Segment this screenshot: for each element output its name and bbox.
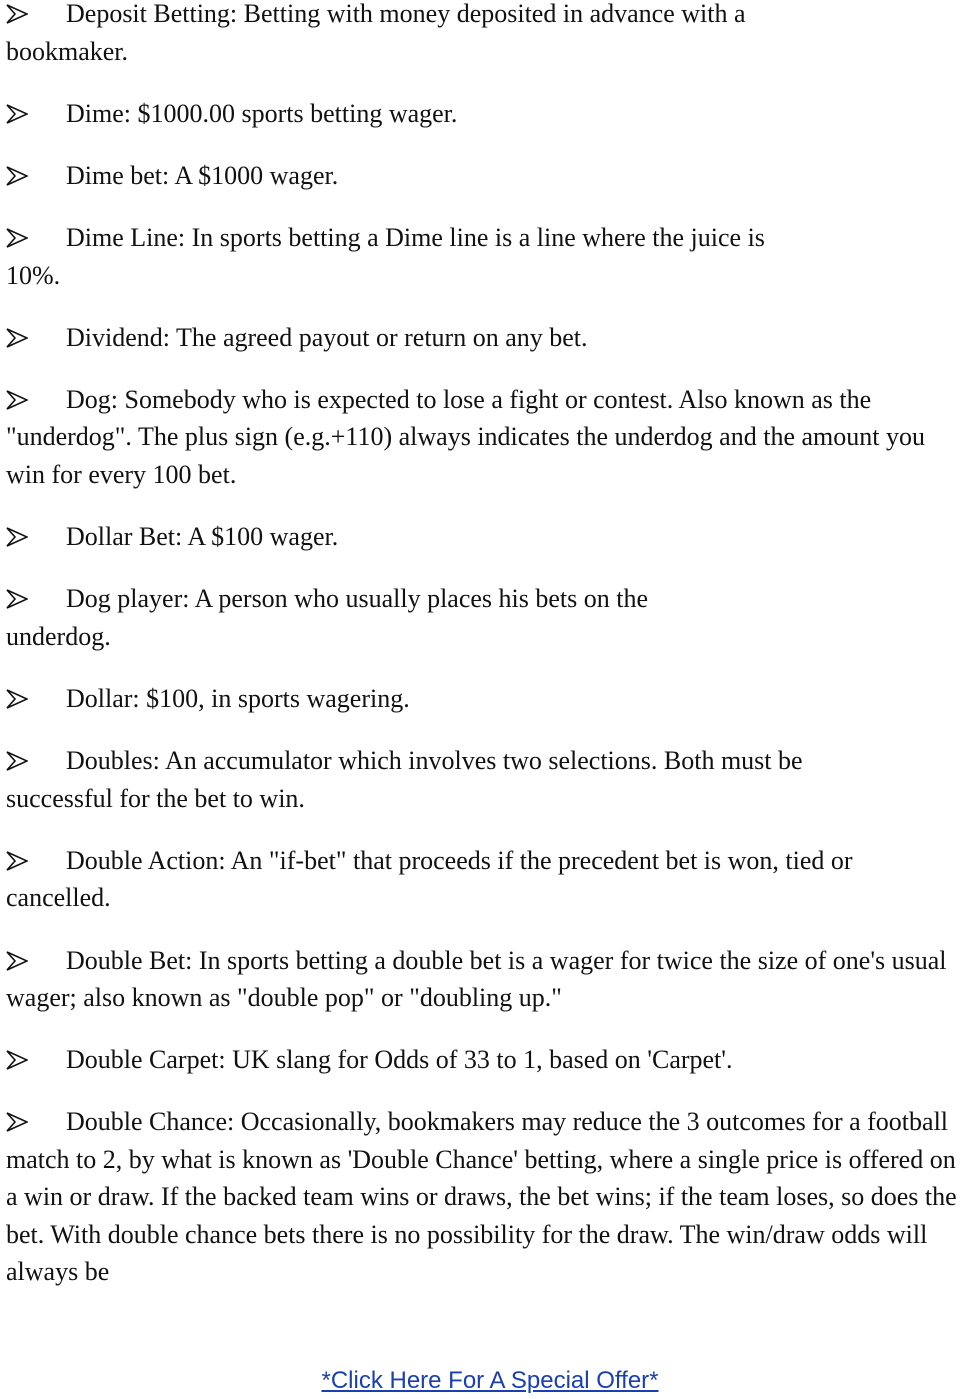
glossary-entry: [6, 580, 736, 655]
special-offer-link[interactable]: *Click Here For A Special Offer*: [321, 1367, 659, 1394]
glossary-entry: [6, 942, 958, 1017]
glossary-entry-text: Double Bet: In sports betting a double bet is a wager for twice the size of one's usual wager; also known as "double pop" or "doubling up.": [6, 945, 947, 1013]
glossary-entry: [6, 1041, 958, 1079]
glossary-entry-text: Double Action: An "if-bet" that proceeds if the precedent bet is won, tied or cancelled.: [6, 845, 853, 913]
glossary-entry-text: Dime bet: A $1000 wager.: [66, 160, 339, 190]
arrowhead-bullet-icon: [6, 1103, 66, 1132]
arrowhead-bullet-icon: [6, 319, 66, 348]
glossary-entry-text: Doubles: An accumulator which involves two selections. Both must be successful for the bet to win.: [6, 746, 803, 813]
glossary-entry: [6, 0, 826, 70]
arrowhead-bullet-icon: [6, 742, 66, 771]
glossary-entry: [6, 319, 958, 357]
glossary-entry: [6, 381, 958, 494]
arrowhead-bullet-icon: [6, 942, 66, 971]
glossary-entry: [6, 157, 958, 195]
glossary-entry-text: Double Chance: Occasionally, bookmakers may reduce the 3 outcomes for a football match to 2, by what is known as 'Double Chance' betting, where a single price is offered on a win or draw. If the backed team wins or draws, the bet wins; if the team loses, so does the bet. With double chance bets there is no possibility for the draw. The win/draw odds will always be: [6, 1107, 957, 1287]
arrowhead-bullet-icon: [6, 518, 66, 547]
arrowhead-bullet-icon: [6, 842, 66, 871]
glossary-entry: [6, 680, 958, 718]
glossary-entry: [6, 95, 958, 133]
glossary-list: [6, 0, 958, 1316]
glossary-entry: [6, 219, 776, 294]
glossary-entry-text: Deposit Betting: Betting with money deposited in advance with a bookmaker.: [6, 0, 746, 66]
glossary-entry-text: Dog player: A person who usually places his bets on the underdog.: [6, 584, 649, 651]
glossary-entry: [6, 842, 958, 917]
glossary-entry-text: Dime: $1000.00 sports betting wager.: [66, 98, 458, 128]
glossary-entry: [6, 1103, 958, 1291]
arrowhead-bullet-icon: [6, 219, 66, 248]
glossary-entry-text: Dollar: $100, in sports wagering.: [66, 684, 410, 713]
glossary-entry-text: Dividend: The agreed payout or return on any bet.: [66, 322, 588, 352]
glossary-entry-text: Dollar Bet: A $100 wager.: [66, 522, 339, 552]
arrowhead-bullet-icon: [6, 1041, 66, 1070]
arrowhead-bullet-icon: [6, 381, 66, 410]
arrowhead-bullet-icon: [6, 95, 66, 124]
arrowhead-bullet-icon: [6, 580, 66, 609]
glossary-entry: [6, 742, 906, 817]
arrowhead-bullet-icon: [6, 157, 66, 186]
arrowhead-bullet-icon: [6, 0, 66, 24]
glossary-entry: [6, 518, 958, 556]
glossary-entry-text: Double Carpet: UK slang for Odds of 33 to 1, based on 'Carpet'.: [66, 1045, 733, 1075]
glossary-entry-text: Dime Line: In sports betting a Dime line is a line where the juice is 10%.: [6, 223, 765, 290]
arrowhead-bullet-icon: [6, 680, 66, 709]
glossary-entry-text: Dog: Somebody who is expected to lose a fight or contest. Also known as the "underdog". The plus sign (e.g.+110) always indicates the underdog and the amount you win for every 100 bet.: [6, 384, 925, 489]
